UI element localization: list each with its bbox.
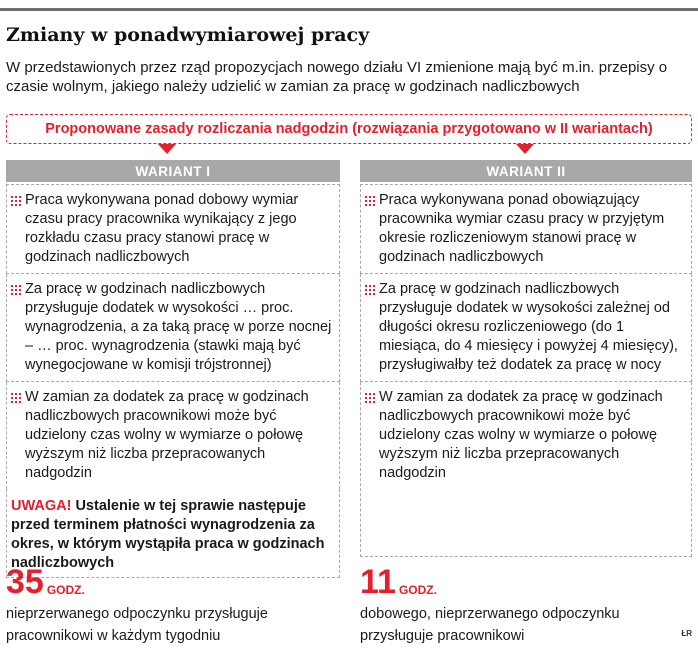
author-credit: ŁR — [681, 629, 692, 638]
stat-daily-rest — [360, 565, 690, 647]
list-item — [6, 274, 340, 382]
dot-grid-bullet-icon — [365, 285, 375, 295]
top-rule — [0, 8, 698, 11]
warning-label: UWAGA! — [11, 498, 72, 514]
list-item-text: Za pracę w godzinach nadliczbowych przysługuje dodatek w wysokości … proc. wynagrodzenia, a za taką pracę w porze nocnej – … proc. wynagrodzenia (stawki mają być wynegocjowane w komisji trójstronnej) — [25, 281, 332, 373]
variant-1-column — [6, 184, 340, 578]
dot-grid-bullet-icon — [11, 196, 21, 206]
variant-1-header: WARIANT I — [6, 160, 340, 182]
list-item-text: Za pracę w godzinach nadliczbowych przysługuje dodatek w wysokości zależnej od długości okresu rozliczeniowego (do 1 miesiąca, do 4 miesięcy i powyżej 4 miesięcy), przysługiwałby też dodatek za pracę w nocy — [379, 281, 678, 373]
arrow-down-icon — [516, 144, 534, 154]
warning-text: Ustalenie w tej sprawie następuje przed terminem płatności wynagrodzenia za okres, w którym wystąpiła praca w godzinach nadliczbowych — [11, 498, 325, 571]
dot-grid-bullet-icon — [365, 393, 375, 403]
list-item-text: Praca wykonywana ponad dobowy wymiar czasu pracy pracownika wynikający z jego rozkładu czasu pracy stanowi pracę w godzinach nadliczbowych — [25, 192, 299, 265]
proposal-label: Proponowane zasady rozliczania nadgodzin (rozwiązania przygotowano w II wariantach) — [45, 121, 653, 137]
list-item-text: Praca wykonywana ponad obowiązujący pracownika wymiar czasu pracy w przyjętym okresie rozliczeniowym stanowi pracę w godzinach nadliczbowych — [379, 192, 665, 265]
stat-description: dobowego, nieprzerwanego odpoczynku przysługuje pracownikowi — [360, 606, 620, 644]
stat-unit: GODZ. — [398, 583, 437, 597]
list-item-text: W zamian za dodatek za pracę w godzinach nadliczbowych pracownikowi może być udzielony czas wolny w wymiarze o połowę wyższym niż liczba przepracowanych nadgodzin — [379, 389, 663, 481]
list-item — [360, 382, 692, 557]
variant-2-header: WARIANT II — [360, 160, 692, 182]
page-title: Zmiany w ponadwymiarowej pracy — [6, 24, 370, 46]
dot-grid-bullet-icon — [11, 393, 21, 403]
stat-value: 35 — [6, 563, 44, 601]
arrow-down-icon — [158, 144, 176, 154]
variant-2-column — [360, 184, 692, 557]
list-item — [360, 274, 692, 382]
proposal-box — [6, 114, 692, 144]
list-item — [6, 184, 340, 274]
list-item — [6, 382, 340, 489]
stat-value: 11 — [360, 563, 396, 601]
dot-grid-bullet-icon — [11, 285, 21, 295]
dot-grid-bullet-icon — [365, 196, 375, 206]
stat-weekly-rest — [6, 565, 336, 647]
intro-text: W przedstawionych przez rząd propozycjach nowego działu VI zmienione mają być m.in. przepisy o czasie wolnym, jakiego należy udzielić w zamian za pracę w godzinach nadliczbowych — [6, 59, 668, 95]
list-item-text: W zamian za dodatek za pracę w godzinach nadliczbowych pracownikowi może być udzielony czas wolny w wymiarze o połowę wyższym niż liczba przepracowanych nadgodzin — [25, 389, 309, 481]
stat-description: nieprzerwanego odpoczynku przysługuje pracownikowi w każdym tygodniu — [6, 606, 268, 644]
list-item — [360, 184, 692, 274]
stat-unit: GODZ. — [46, 583, 85, 597]
